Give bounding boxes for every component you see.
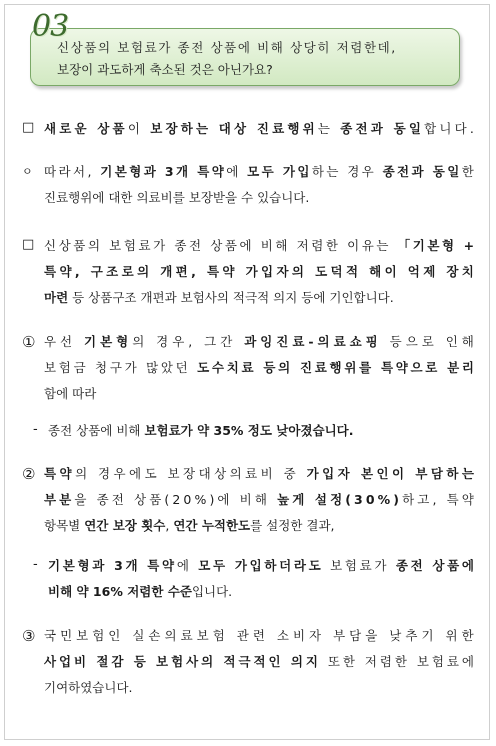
bold-run: 특약, 구조로의 개편, 특약 가입자의 도덕적 해이 억제 장치	[44, 264, 478, 279]
text-run: 이	[127, 121, 151, 136]
bold-run: 사업비 절감 등 보험사의 적극적인 의지	[44, 654, 321, 669]
text-run: 는	[317, 121, 341, 136]
item3-line2	[44, 650, 477, 674]
text-run: 하고, 특약	[402, 492, 477, 507]
section1-sub-line2: 진료행위에 대한 의료비를 보장받을 수 있습니다.	[44, 190, 310, 205]
text-run: 항목별	[44, 518, 85, 533]
text-run: 에	[226, 164, 248, 179]
question-number: 03	[32, 9, 69, 44]
text-run: 또한 저렴한 보험료에	[320, 654, 477, 669]
bold-run: 과잉진료-의료쇼핑	[244, 334, 382, 349]
bold-run: 부분	[44, 492, 75, 507]
text-run: 에	[176, 558, 199, 573]
text-run: 국민보험인 실손의료보험 관련 소비자 부담을 낮추기 위한	[44, 628, 478, 643]
item1-line3: 함에 따라	[44, 386, 97, 401]
bold-run: 도수치료 등의 진료행위를 특약으로 분리	[197, 360, 477, 375]
question-line-2: 보장이 과도하게 축소된 것은 아닌가요?	[57, 62, 273, 77]
bold-run: 보장하는 대상 진료행위	[150, 121, 318, 136]
question-line-1: 신상품의 보험료가 종전 상품에 비해 상당히 저렴한데,	[57, 40, 397, 55]
item1-sub	[48, 419, 354, 443]
section2-line2	[44, 260, 478, 284]
text-run: 보험금 청구가 많았던	[44, 360, 198, 375]
bold-run: 새로운 상품	[44, 121, 128, 136]
bold-run: 기본형과 3개 특약	[48, 558, 177, 573]
text-run: 한	[461, 164, 477, 179]
text-run: 등 상품구조 개편과 보험사의 적극적 의지 등에 기인합니다.	[68, 290, 394, 305]
item2-line1	[44, 462, 478, 486]
item3-line1	[44, 624, 478, 648]
bold-run: 마련	[44, 290, 69, 305]
item1-line2	[44, 356, 477, 380]
text-run: 의 경우에도 보장대상의료비 중	[75, 466, 307, 481]
text-run: ,	[165, 518, 174, 533]
section1-text	[44, 117, 478, 141]
bold-run: 종전과 동일	[382, 164, 462, 179]
item2-line2	[44, 488, 477, 512]
bold-run: 높게 설정(30%)	[277, 492, 403, 507]
text-run: 따라서,	[44, 164, 101, 179]
text-run: 종전 상품에 비해	[48, 423, 145, 438]
bold-run: 종전과 동일	[340, 121, 425, 136]
circled-number-2: ②	[22, 465, 36, 483]
bold-run: 특약	[44, 466, 76, 481]
item3-line3: 기여하였습니다.	[44, 680, 133, 695]
bold-run: 종전 상품에	[395, 558, 477, 573]
bold-run: 보험료가 약 35% 정도 낮아졌습니다.	[144, 423, 354, 438]
bold-run: 비해 약 16% 저렴한 수준	[48, 584, 192, 599]
text-run: 를 설정한 결과,	[250, 518, 335, 533]
item2-sub2	[48, 580, 232, 604]
circled-number-1: ①	[22, 333, 36, 351]
square-bullet: □	[22, 120, 35, 135]
section2-line1	[44, 234, 477, 258]
bold-run: 기본형과 3개 특약	[100, 164, 227, 179]
bold-run: 모두 가입하더라도	[198, 558, 324, 573]
bold-run: 연간 누적한도	[173, 518, 251, 533]
square-bullet: □	[22, 237, 35, 252]
text-run: 합니다.	[424, 121, 478, 136]
circled-number-3: ③	[22, 627, 36, 645]
text-run: 우선	[44, 334, 85, 349]
bold-run: 「기본형 +	[397, 238, 477, 253]
question-box	[30, 28, 460, 86]
bold-run: 기본형	[84, 334, 133, 349]
section2-line3	[44, 286, 394, 310]
bold-run: 모두 가입	[247, 164, 312, 179]
text-run: 을 종전 상품(20%)에 비해	[74, 492, 278, 507]
item2-line3	[44, 514, 335, 538]
section1-sub-line1	[44, 160, 477, 184]
text-run: 의 경우, 그간	[132, 334, 245, 349]
circle-bullet: ㅇ	[22, 165, 33, 178]
dash-bullet: -	[33, 557, 38, 572]
text-run: 신상품의 보험료가 종전 상품에 비해 저렴한 이유는	[44, 238, 398, 253]
item1-line1	[44, 330, 478, 354]
dash-bullet: -	[33, 422, 38, 437]
text-run: 하는 경우	[311, 164, 383, 179]
text-run: 등으로 인해	[381, 334, 478, 349]
text-run: 보험료가	[323, 558, 396, 573]
item2-sub1	[48, 554, 477, 578]
bold-run: 연간 보장 횟수	[84, 518, 166, 533]
text-run: 입니다.	[191, 584, 233, 599]
bold-run: 가입자 본인이 부담하는	[306, 466, 478, 481]
